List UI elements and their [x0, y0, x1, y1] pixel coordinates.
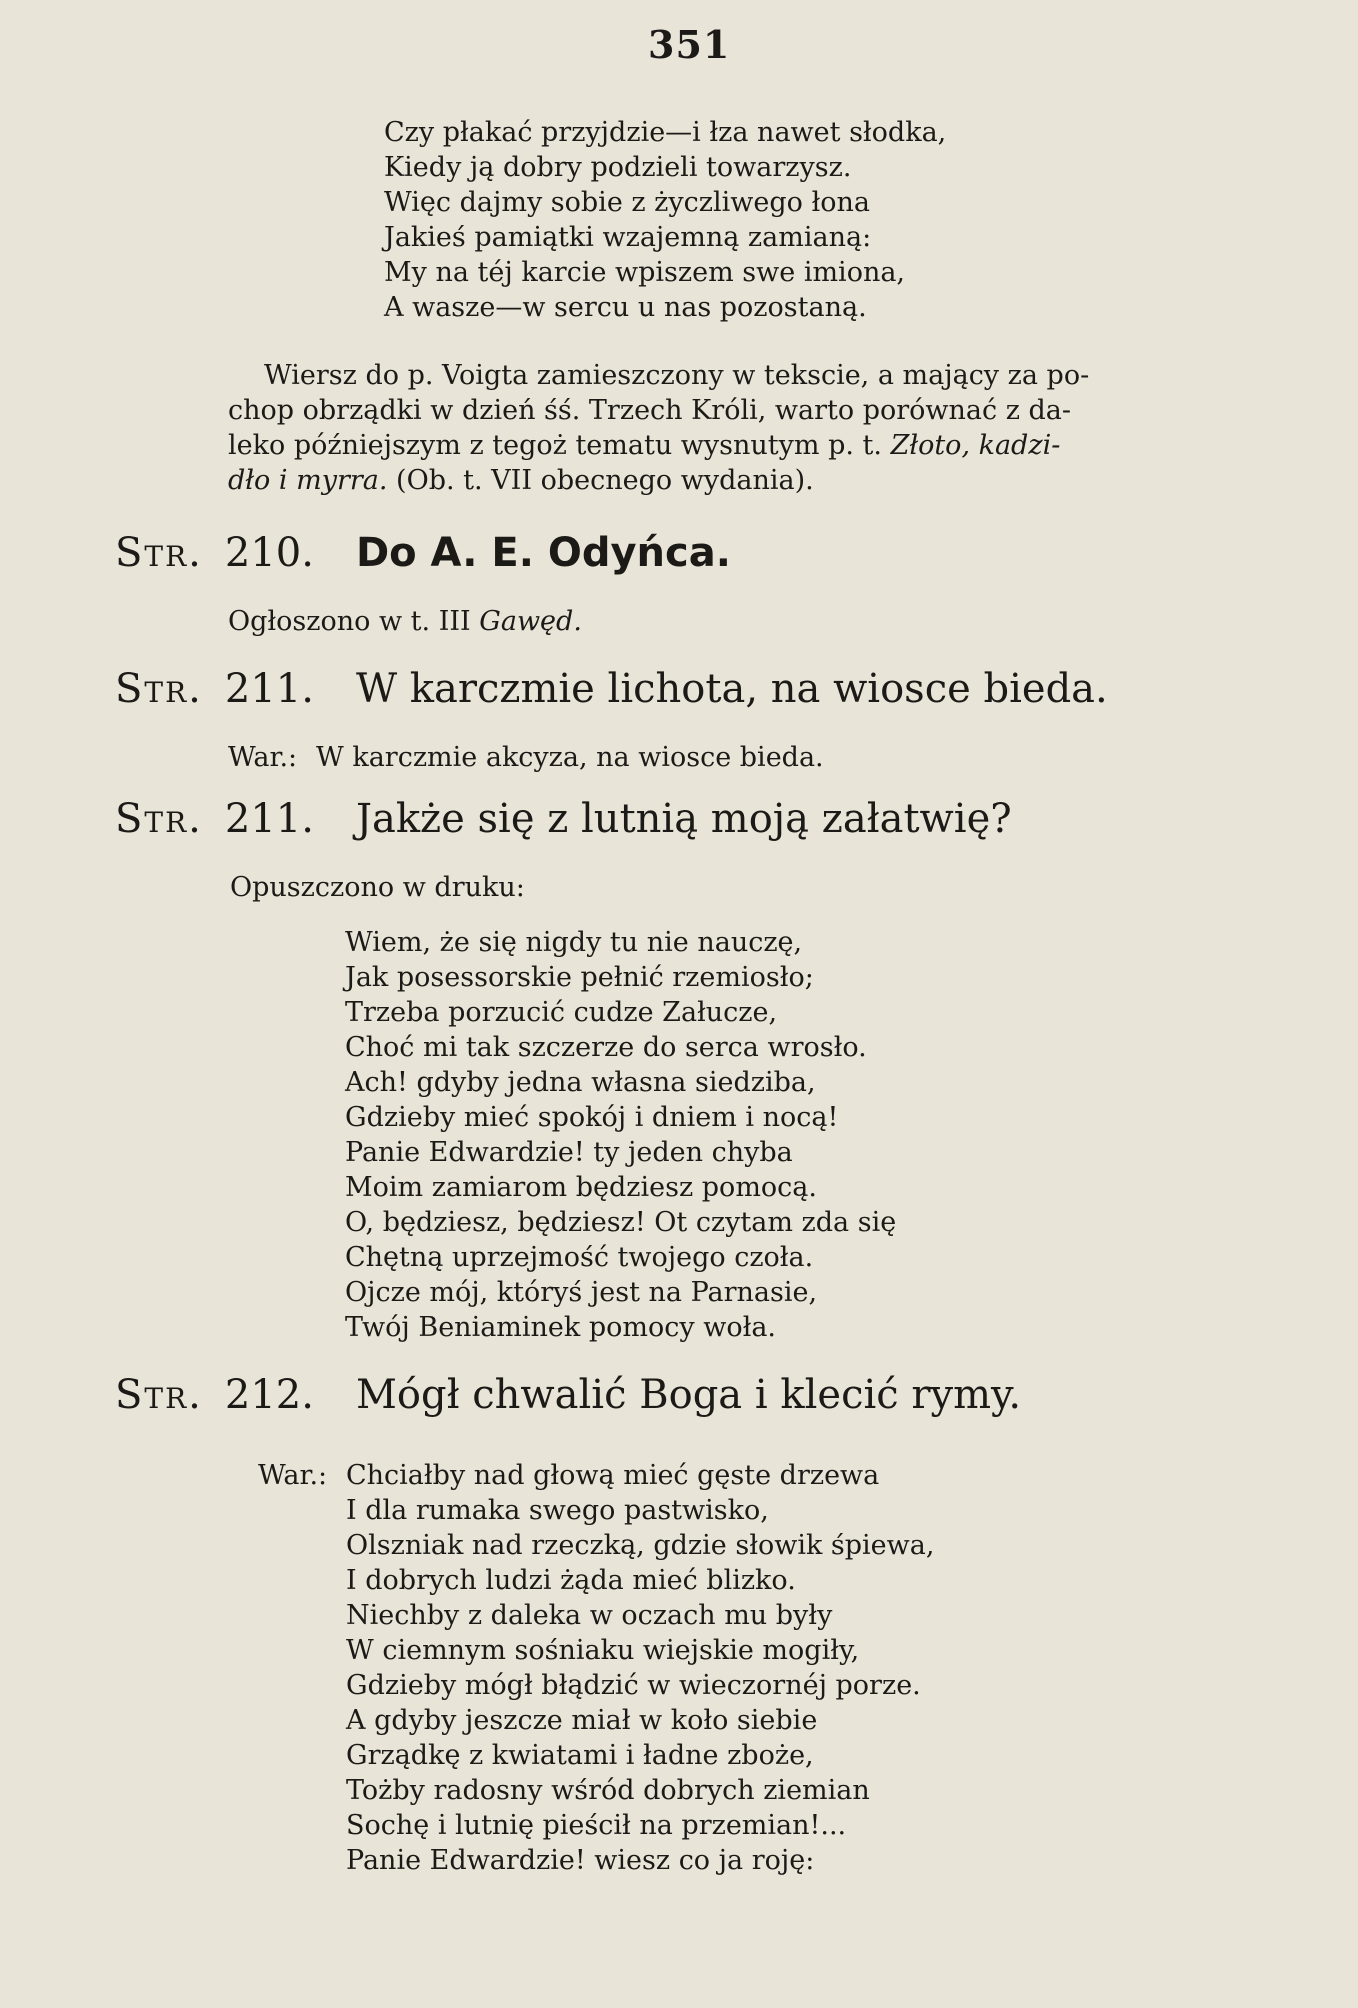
verse-line: Choć mi tak szczerze do serca wrosło.	[345, 1032, 867, 1063]
paragraph-line: chop obrządki w dzień śś. Trzech Króli, warto porównać z da-	[228, 395, 1072, 426]
verse-line: I dla rumaka swego pastwisko,	[346, 1495, 769, 1526]
variant-212	[258, 1458, 934, 1878]
verse-line: Chciałby nad głową mieć gęste drzewa	[346, 1460, 880, 1491]
stanza-1	[384, 115, 946, 325]
verse-line: Więc dajmy sobie z życzliwego łona	[384, 187, 870, 218]
verse-line: Wiem, że się nigdy tu nie nauczę,	[345, 927, 803, 958]
section-title: Mógł chwalić Boga i klecić rymy.	[355, 1372, 1022, 1418]
variant-211a	[228, 740, 824, 775]
war-label: War.:	[228, 742, 298, 773]
verse-line: A gdyby jeszcze miał w koło siebie	[346, 1705, 818, 1736]
verse-line: Czy płakać przyjdzie—i łza nawet słodka,	[384, 117, 947, 148]
page-ref: 210.	[224, 530, 314, 576]
verse-line: Kiedy ją dobry podzieli towarzysz.	[384, 152, 852, 183]
verse-line: W ciemnym sośniaku wiejskie mogiły,	[346, 1635, 860, 1666]
section-note-211b: Opuszczono w druku:	[230, 872, 525, 903]
verse-line: Gdzieby mieć spokój i dniem i nocą!	[345, 1102, 839, 1133]
section-title: Do A. E. Odyńca.	[355, 530, 731, 576]
verse-line: I dobrych ludzi żąda mieć blizko.	[346, 1565, 796, 1596]
verse-line: Niechby z daleka w oczach mu były	[346, 1600, 833, 1631]
page-ref: 212.	[224, 1372, 314, 1418]
section-title: Jakże się z lutnią moją załatwię?	[355, 796, 1012, 842]
verse-line: Sochę i lutnię pieścił na przemian!...	[346, 1810, 847, 1841]
section-heading-211a	[115, 666, 1108, 712]
verse-line: Gdzieby mógł błądzić w wieczornéj porze.	[346, 1670, 921, 1701]
verse-line: Panie Edwardzie! wiesz co ja roję:	[346, 1845, 815, 1876]
verse-line: Twój Beniaminek pomocy woła.	[345, 1312, 777, 1343]
section-heading-210	[115, 530, 731, 576]
verse-line: Jakieś pamiątki wzajemną zamianą:	[384, 222, 872, 253]
verse-line: Ach! gdyby jedna własna siedziba,	[345, 1067, 816, 1098]
verse-line: Jak posessorskie pełnić rzemiosło;	[345, 962, 814, 993]
war-label: War.:	[258, 1460, 328, 1491]
paragraph-line: leko późniejszym z tegoż tematu wysnutym p. t. Złoto, kadzi-	[228, 430, 1061, 461]
page-ref: 211.	[224, 666, 314, 712]
note-voigt-paragraph	[228, 358, 1089, 498]
str-label: Str.	[115, 796, 203, 842]
italic-title: Złoto, kadzi-	[890, 430, 1061, 461]
verse-line: My na téj karcie wpiszem swe imiona,	[384, 257, 906, 288]
str-label: Str.	[115, 530, 203, 576]
verse-line: A wasze—w sercu u nas pozostaną.	[384, 292, 867, 323]
section-note-210: Ogłoszono w t. III Gawęd.	[228, 606, 582, 637]
stanza-211b	[345, 925, 896, 1345]
paragraph-line: dło i myrra. (Ob. t. VII obecnego wydania).	[228, 465, 814, 496]
str-label: Str.	[115, 1372, 203, 1418]
verse-line: Moim zamiarom będziesz pomocą.	[345, 1172, 817, 1203]
verse-line: O, będziesz, będziesz! Ot czytam zda się	[345, 1207, 897, 1238]
section-heading-211b	[115, 796, 1012, 842]
section-heading-212	[115, 1372, 1021, 1418]
verse-line: Ojcze mój, któryś jest na Parnasie,	[345, 1277, 818, 1308]
variant-line: W karczmie akcyza, na wiosce bieda.	[316, 742, 824, 773]
verse-line: Tożby radosny wśród dobrych ziemian	[346, 1775, 870, 1806]
verse-line: Panie Edwardzie! ty jeden chyba	[345, 1137, 793, 1168]
page-number: 351	[648, 22, 731, 67]
verse-line: Trzeba porzucić cudze Załucze,	[345, 997, 778, 1028]
italic-title: dło i myrra.	[228, 465, 388, 496]
verse-line: Chętną uprzejmość twojego czoła.	[345, 1242, 814, 1273]
str-label: Str.	[115, 666, 203, 712]
paragraph-line: Wiersz do p. Voigta zamieszczony w tekscie, a mający za po-	[264, 360, 1090, 391]
page-ref: 211.	[224, 796, 314, 842]
section-title: W karczmie lichota, na wiosce bieda.	[355, 666, 1108, 712]
verse-line: Olszniak nad rzeczką, gdzie słowik śpiewa,	[346, 1530, 935, 1561]
verse-line: Grządkę z kwiatami i ładne zboże,	[346, 1740, 814, 1771]
